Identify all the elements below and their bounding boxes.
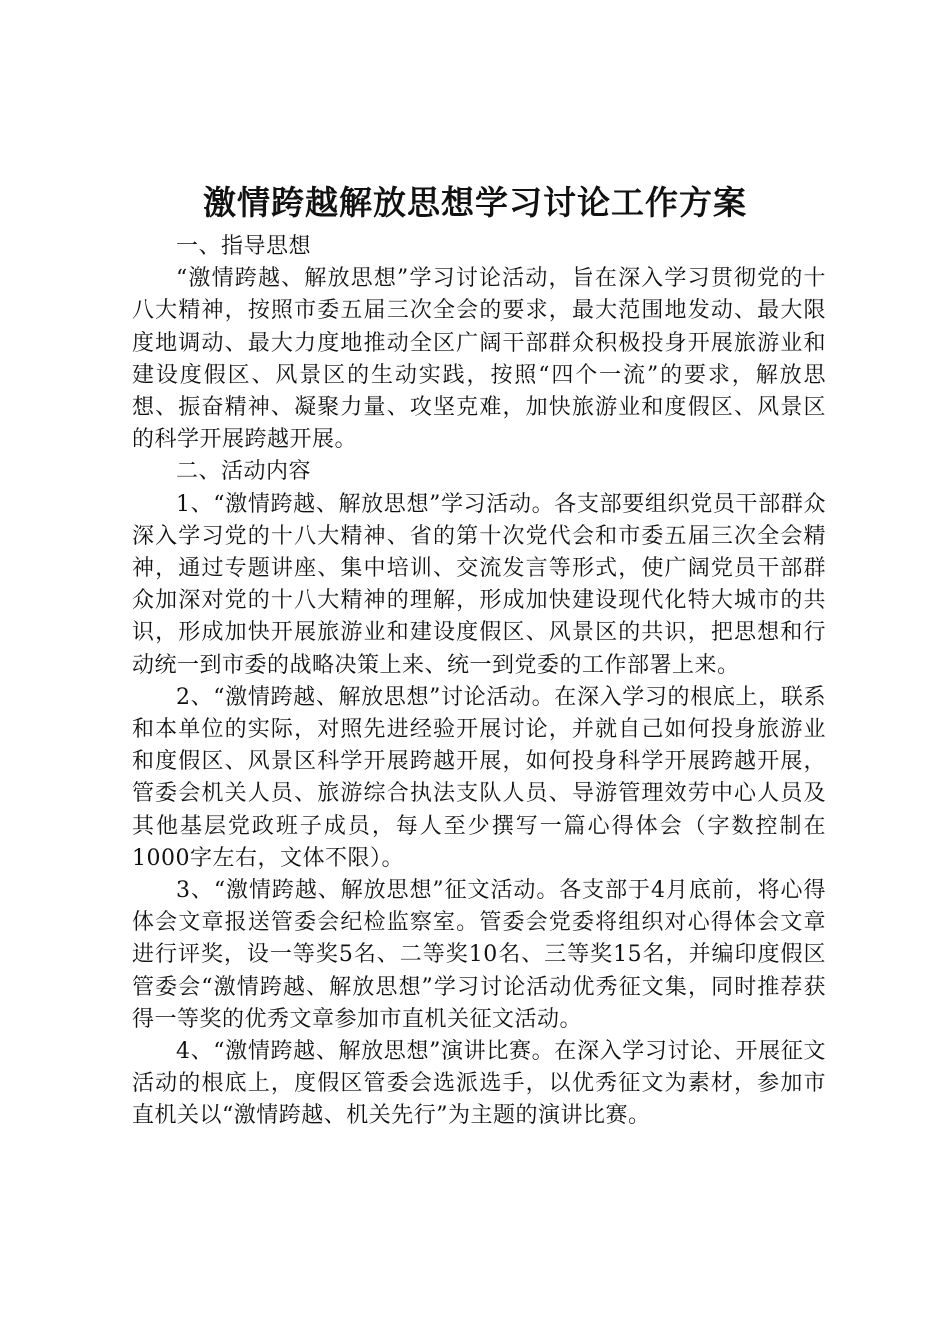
paragraph-guiding-ideology: “激情跨越、解放思想”学习讨论活动，旨在深入学习贯彻党的十八大精神，按照市委五届三次全会的要求，最大范围地发动、最大限度地调动、最大力度地推动全区广阔干部群众积极投身开展旅游业和建设度假区、风景区的生动实践，按照“四个一流”的要求，解放思想、振奋精神、凝聚力量、攻坚克难，加快旅游业和度假区、风景区的科学开展跨越开展。	[132, 266, 826, 453]
paragraph-study-activity: 1、“激情跨越、解放思想”学习活动。各支部要组织党员干部群众深入学习党的十八大精神、省的第十次党代会和市委五届三次全会精神，通过专题讲座、集中培训、交流发言等形式，使广阔党员干部群众加深对党的十八大精神的理解，形成加快建设现代化特大城市的共识，形成加快开展旅游业和建设度假区、风景区的共识，把思想和行动统一到市委的战略决策上来、统一到党委的工作部署上来。	[132, 491, 826, 678]
section-heading-guiding-ideology: 一、指导思想	[176, 234, 312, 259]
paragraph-speech-contest: 4、“激情跨越、解放思想”演讲比赛。在深入学习讨论、开展征文活动的根底上，度假区管委会选派选手，以优秀征文为素材，参加市直机关以“激情跨越、机关先行”为主题的演讲比赛。	[132, 1039, 826, 1129]
document-title: 激情跨越解放思想学习讨论工作方案	[203, 183, 747, 222]
document-body	[132, 231, 826, 1133]
paragraph-essay-activity: 3、“激情跨越、解放思想”征文活动。各支部于4月底前，将心得体会文章报送管委会纪检监察室。管委会党委将组织对心得体会文章进行评奖，设一等奖5名、二等奖10名、三等奖15名，并编印度假区管委会“激情跨越、解放思想”学习讨论活动优秀征文集，同时推荐获得一等奖的优秀文章参加市直机关征文活动。	[132, 878, 826, 1032]
section-heading-activity-content: 二、活动内容	[176, 459, 312, 485]
paragraph-discussion-activity: 2、“激情跨越、解放思想”讨论活动。在深入学习的根底上，联系和本单位的实际，对照先进经验开展讨论，并就自己如何投身旅游业和度假区、风景区科学开展跨越开展，如何投身科学开展跨越开展，管委会机关人员、旅游综合执法支队人员、导游管理效劳中心人员及其他基层党政班子成员，每人至少撰写一篇心得体会（字数控制在1000字左右，文体不限）。	[132, 684, 826, 871]
